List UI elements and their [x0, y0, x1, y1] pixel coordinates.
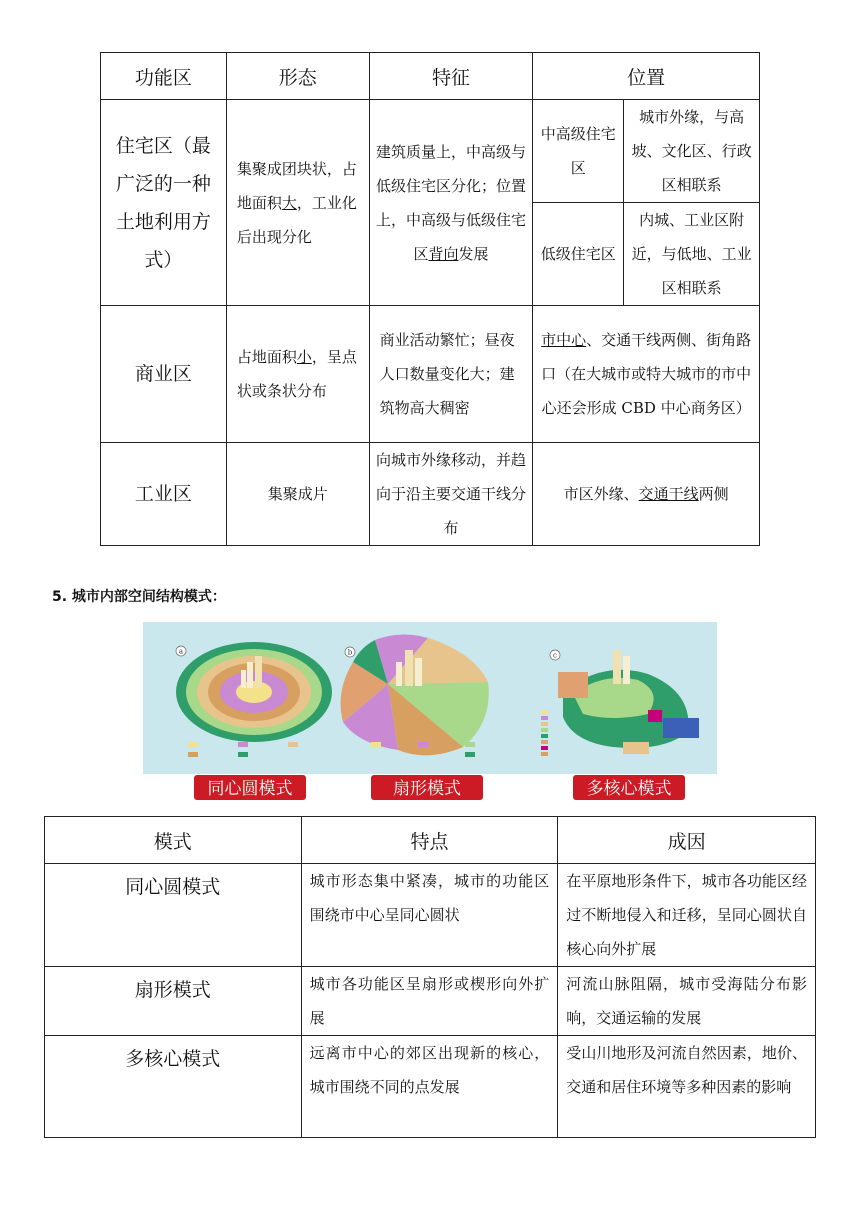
high-residential-location: 城市外缘，与高坡、文化区、行政区相联系	[624, 100, 760, 203]
industrial-form: 集聚成片	[226, 443, 369, 546]
mode-name: 多核心模式	[45, 1036, 302, 1138]
mode-name: 扇形模式	[45, 967, 302, 1036]
low-residential-location: 内城、工业区附近，与低地、工业区相联系	[624, 203, 760, 306]
mode-cause: 受山川地形及河流自然因素，地价、交通和居住环境等多种因素的影响	[558, 1036, 816, 1138]
header-form: 形态	[226, 53, 369, 100]
table-header-row	[45, 817, 816, 864]
header-location: 位置	[533, 53, 760, 100]
mode-feature: 城市各功能区呈扇形或楔形向外扩展	[301, 967, 558, 1036]
structure-models-table	[44, 816, 816, 1138]
commercial-location: 市中心、交通干线两侧、街角路口（在大城市或特大城市的市中心还会形成 CBD 中心商务区）	[533, 306, 760, 443]
zone-residential: 住宅区（最广泛的一种土地利用方式）	[101, 100, 227, 306]
header-feature: 特征	[369, 53, 533, 100]
mode-feature: 城市形态集中紧凑，城市的功能区围绕市中心呈同心圆状	[301, 864, 558, 967]
concentric-model-illustration	[176, 642, 332, 742]
header-mode: 模式	[45, 817, 302, 864]
functional-zones-table	[100, 52, 760, 546]
mode-feature: 远离市中心的郊区出现新的核心，城市围绕不同的点发展	[301, 1036, 558, 1138]
commercial-feature: 商业活动繁忙；昼夜人口数量变化大；建筑物高大稠密	[369, 306, 533, 443]
mode-cause: 河流山脉阻隔，城市受海陆分布影响，交通运输的发展	[558, 967, 816, 1036]
residential-feature: 建筑质量上，中高级与低级住宅区分化；位置上，中高级与低级住宅区背向发展	[369, 100, 533, 306]
low-residential-name: 低级住宅区	[533, 203, 624, 306]
commercial-form: 占地面积小，呈点状或条状分布	[226, 306, 369, 443]
marker-b-label: b	[347, 648, 353, 657]
marker-a-label: a	[178, 647, 184, 656]
header-zone: 功能区	[101, 53, 227, 100]
table-header-row	[101, 53, 760, 100]
label-sector: 扇形模式	[393, 779, 461, 799]
table-row	[45, 967, 816, 1036]
zone-commercial: 商业区	[101, 306, 227, 443]
industrial-feature: 向城市外缘移动，并趋向于沿主要交通干线分布	[369, 443, 533, 546]
header-cause: 成因	[558, 817, 816, 864]
zone-industrial: 工业区	[101, 443, 227, 546]
marker-c-label: c	[553, 651, 557, 660]
label-multiple-nuclei: 多核心模式	[586, 779, 672, 799]
table-row	[101, 443, 760, 546]
table-row	[101, 100, 760, 203]
residential-form: 集聚成团块状，占地面积大，工业化后出现分化	[226, 100, 369, 306]
header-feature: 特点	[301, 817, 558, 864]
mode-cause: 在平原地形条件下，城市各功能区经过不断地侵入和迁移，呈同心圆状自核心向外扩展	[558, 864, 816, 967]
table-row	[101, 306, 760, 443]
section-heading: 5. 城市内部空间结构模式：	[52, 589, 226, 605]
high-residential-name: 中高级住宅区	[533, 100, 624, 203]
urban-structure-figure	[143, 622, 717, 800]
table-row	[45, 864, 816, 967]
table-row	[45, 1036, 816, 1138]
mode-name: 同心圆模式	[45, 864, 302, 967]
label-concentric: 同心圆模式	[207, 779, 293, 799]
industrial-location: 市区外缘、交通干线两侧	[533, 443, 760, 546]
